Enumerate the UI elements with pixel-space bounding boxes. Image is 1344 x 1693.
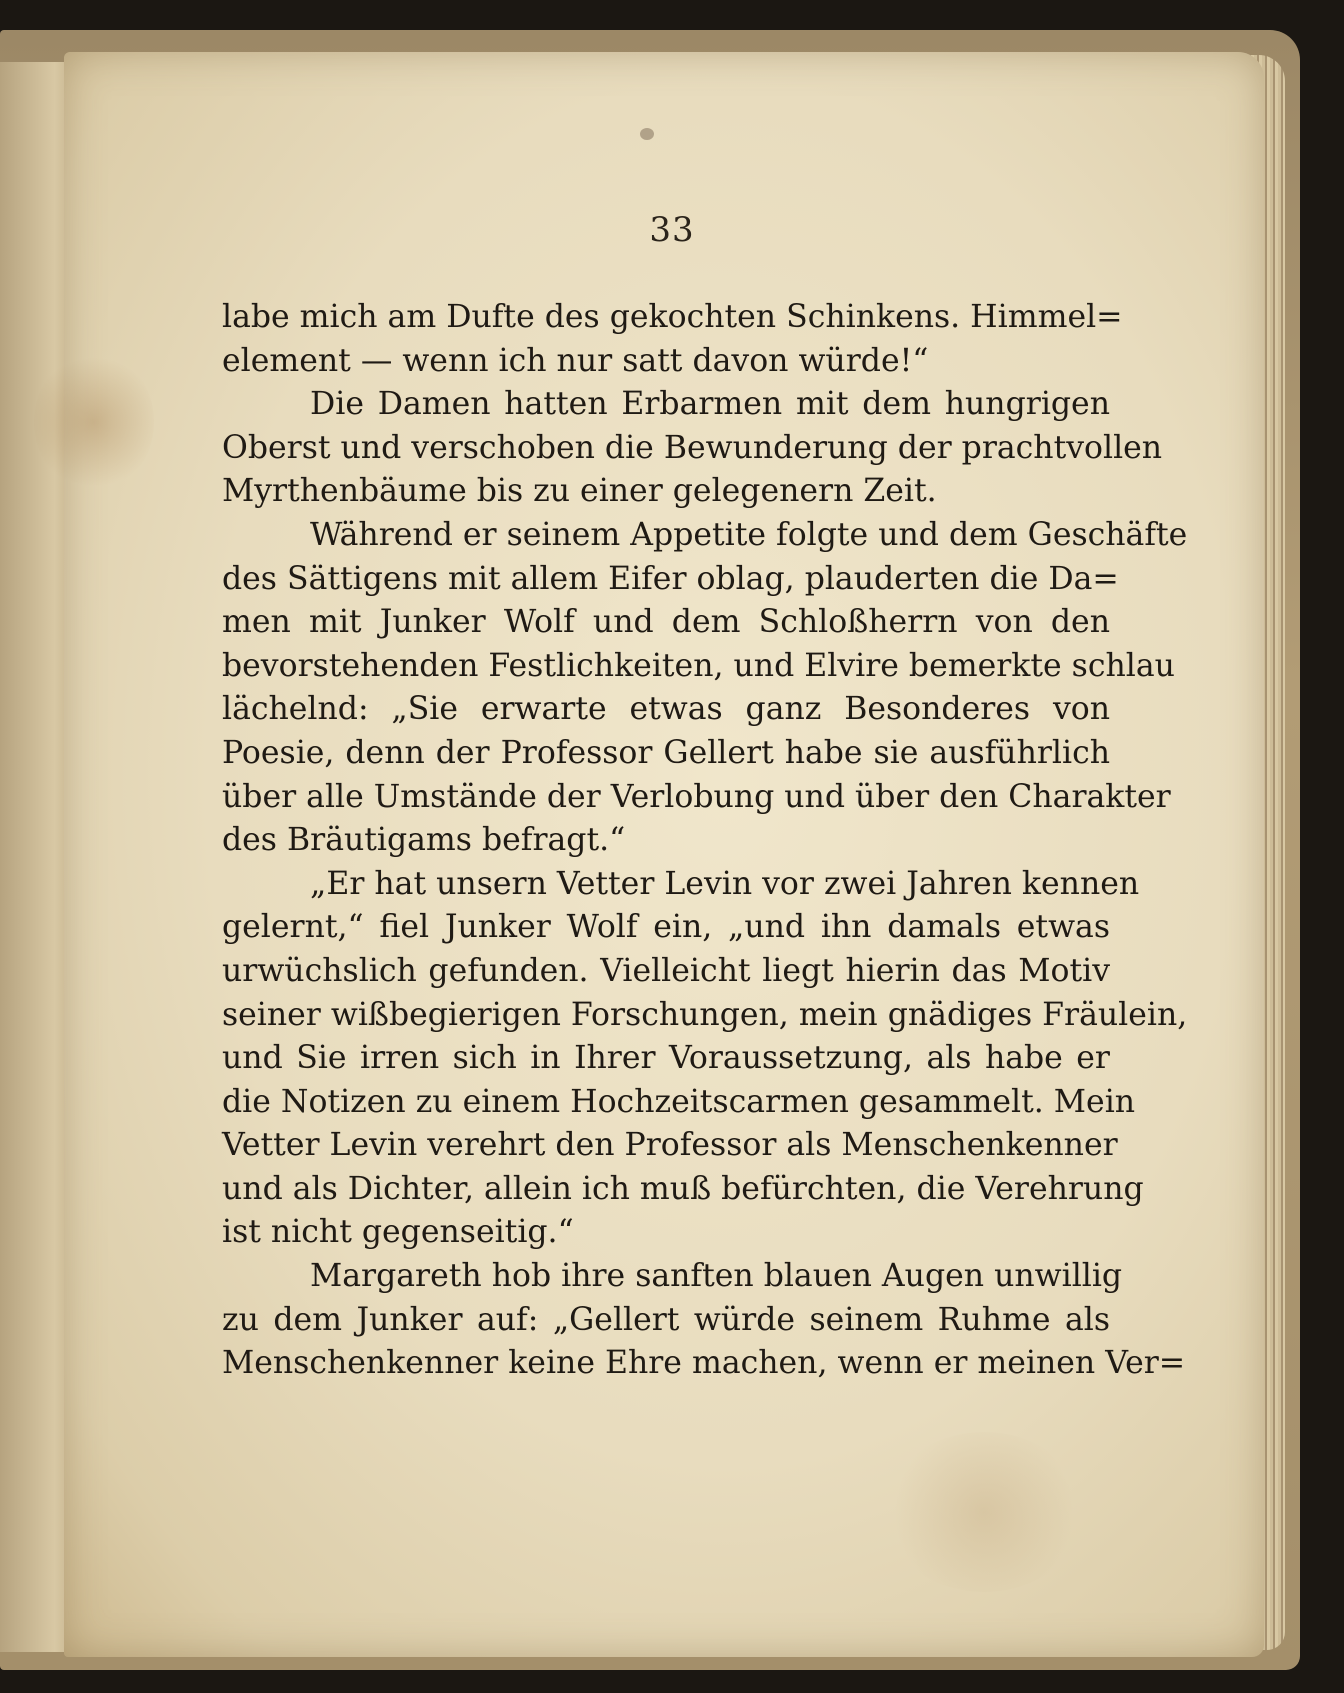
- text-line: zu dem Junker auf: „Gellert würde seinem Ruhme als: [222, 1301, 1110, 1338]
- text-line: lächelnd: „Sie erwarte etwas ganz Besonderes von: [222, 691, 1110, 728]
- text-line: Poesie, denn der Professor Gellert habe sie ausführlich: [222, 734, 1110, 771]
- text-line: Während er seinem Appetite folgte und dem Geschäfte: [310, 516, 1188, 553]
- page-body-text: [222, 296, 1188, 1386]
- text-line: und als Dichter, allein ich muß befürchten, die Verehrung: [222, 1170, 1144, 1207]
- text-line: gelernt,“ fiel Junker Wolf ein, „und ihn damals etwas: [222, 909, 1110, 946]
- text-line: Myrthenbäume bis zu einer gelegenern Zeit.: [222, 473, 937, 510]
- text-line: „Er hat unsern Vetter Levin vor zwei Jahren kennen: [310, 865, 1140, 902]
- text-line: Margareth hob ihre sanften blauen Augen unwillig: [310, 1258, 1123, 1295]
- text-line: über alle Umstände der Verlobung und über den Charakter: [222, 778, 1171, 815]
- text-line: seiner wißbegierigen Forschungen, mein gnädiges Fräulein,: [222, 996, 1188, 1033]
- text-line: ist nicht gegenseitig.“: [222, 1214, 574, 1251]
- text-line: und Sie irren sich in Ihrer Voraussetzung, als habe er: [222, 1040, 1110, 1077]
- text-line: die Notizen zu einem Hochzeitscarmen gesammelt. Mein: [222, 1083, 1136, 1120]
- ink-smudge: [640, 128, 654, 140]
- page-stain: [34, 352, 154, 492]
- page-number: 33: [649, 210, 695, 250]
- text-line: urwüchslich gefunden. Vielleicht liegt hierin das Motiv: [222, 952, 1110, 989]
- text-line: des Bräutigams befragt.“: [222, 822, 626, 859]
- page-stain: [884, 1432, 1084, 1592]
- text-line: element — wenn ich nur satt davon würde!“: [222, 342, 929, 379]
- text-line: des Sättigens mit allem Eifer oblag, plauderten die Da=: [222, 560, 1119, 597]
- text-line: bevorstehenden Festlichkeiten, und Elvire bemerkte schlau: [222, 647, 1175, 684]
- text-line: Menschenkenner keine Ehre machen, wenn er meinen Ver=: [222, 1345, 1186, 1382]
- text-line: Vetter Levin verehrt den Professor als Menschenkenner: [222, 1127, 1118, 1164]
- text-line: men mit Junker Wolf und dem Schloßherrn von den: [222, 604, 1110, 641]
- text-line: labe mich am Dufte des gekochten Schinkens. Himmel=: [222, 299, 1123, 335]
- text-line: Oberst und verschoben die Bewunderung der prachtvollen: [222, 429, 1163, 466]
- text-line: Die Damen hatten Erbarmen mit dem hungrigen: [310, 386, 1110, 423]
